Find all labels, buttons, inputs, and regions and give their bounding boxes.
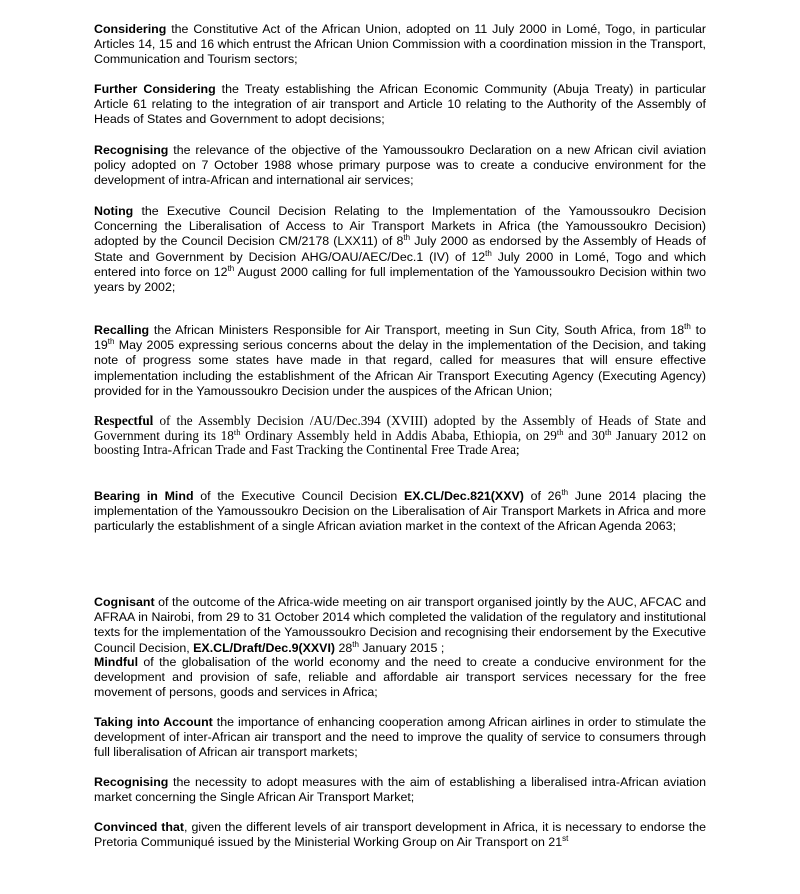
paragraph-lead: Recalling bbox=[94, 323, 150, 337]
paragraph-respectful bbox=[94, 414, 706, 458]
paragraph-further-considering bbox=[94, 82, 706, 128]
paragraph-text: January 2012 on boosting Intra-African Trade and Fast Tracking the Continental Free Trade Area; bbox=[94, 427, 707, 458]
paragraph-lead: Cognisant bbox=[94, 595, 155, 609]
decision-reference: EX.CL/Draft/Dec.9(XXVI) bbox=[193, 640, 336, 655]
ordinal-suffix: th bbox=[403, 233, 411, 243]
paragraph-cognisant bbox=[94, 595, 706, 656]
paragraph-text: the African Ministers Responsible for Air Transport, meeting in Sun City, South Africa, from 18 bbox=[149, 323, 685, 337]
ordinal-suffix: th bbox=[561, 488, 569, 497]
ordinal-suffix: th bbox=[233, 426, 241, 437]
paragraph-text: the Constitutive Act of the African Union, adopted on 11 July 2000 in Lomé, Togo, in particular Articles 14, 15 and 16 which entrust the African Union Commission with a coordination mission in the Transport, Communication and Tourism sectors; bbox=[94, 22, 706, 67]
paragraph-text: the Treaty establishing the African Economic Community (Abuja Treaty) in particular Article 61 relating to the integration of air transport and Article 10 relating to the Authority of the Assembly of Heads of States and Government to adopt decisions; bbox=[94, 82, 707, 127]
paragraph-text: January 2015 ; bbox=[358, 640, 445, 655]
paragraph-text: June 2014 placing the implementation of the Yamoussoukro Decision on the Liberalisation of Air Transport Markets in Africa and more particularly the establishment of a single African aviation market in the context of the African Agenda 2063; bbox=[94, 489, 706, 534]
paragraph-considering bbox=[94, 22, 706, 68]
paragraph-text: July 2000 as endorsed by the Assembly of Heads of State and Government by Decision AHG/OAU/AEC/Dec.1 (IV) of 12 bbox=[94, 234, 706, 264]
ordinal-suffix: th bbox=[604, 426, 612, 437]
paragraph-bearing-in-mind bbox=[94, 489, 706, 535]
paragraph-text: , given the different levels of air transport development in Africa, it is necessary to endorse the Pretoria Communiqué issued by the Ministerial Working Group on Air Transport on 21 bbox=[94, 820, 706, 850]
ordinal-suffix: th bbox=[352, 639, 359, 649]
paragraph-text: the relevance of the objective of the Yamoussoukro Declaration on a new African civil aviation policy adopted on 7 October 1988 whose primary purpose was to create a conducive environment for the development of intra-African and international air services; bbox=[94, 143, 706, 188]
paragraph-convinced-that bbox=[94, 820, 706, 850]
paragraph-text: of 26 bbox=[523, 489, 562, 503]
paragraph-text: 28 bbox=[335, 640, 353, 655]
paragraph-text: August 2000 calling for full implementation of the Yamoussoukro Decision within two years by 2002; bbox=[94, 264, 706, 295]
paragraph-lead: Noting bbox=[94, 204, 134, 218]
paragraph-lead: Respectful bbox=[94, 413, 154, 428]
paragraph-text: and 30 bbox=[563, 427, 605, 443]
paragraph-lead: Taking into Account bbox=[94, 715, 213, 729]
ordinal-suffix: th bbox=[485, 248, 492, 258]
paragraph-recognising bbox=[94, 143, 706, 189]
paragraph-lead: Further Considering bbox=[94, 82, 216, 96]
paragraph-text: to 19 bbox=[94, 323, 706, 353]
paragraph-text: of the globalisation of the world economy and the need to create a conducive environment for the development and provision of safe, reliable and affordable air transport services necessary for the free movement of persons, goods and services in Africa; bbox=[94, 655, 706, 700]
paragraph-lead: Mindful bbox=[94, 655, 139, 669]
ordinal-suffix: th bbox=[684, 322, 691, 331]
paragraph-mindful bbox=[94, 655, 706, 701]
decision-reference: EX.CL/Dec.821(XXV) bbox=[404, 489, 524, 503]
paragraph-recognising-necessity bbox=[94, 775, 706, 805]
paragraph-noting bbox=[94, 204, 706, 295]
paragraph-lead: Recognising bbox=[94, 143, 169, 157]
paragraph-text: the necessity to adopt measures with the aim of establishing a liberalised intra-African aviation market concerning the Single African Air Transport Market; bbox=[94, 775, 706, 805]
paragraph-text: the Executive Council Decision Relating to the Implementation of the Yamoussoukro Decision Concerning the Liberalisation of Access to Air Transport Markets in Africa (the Yamoussoukro Decision) adopted by the Council Decision CM/2178 (LXX11) of 8 bbox=[94, 204, 706, 249]
paragraph-lead: Bearing in Mind bbox=[94, 489, 194, 503]
paragraph-recalling bbox=[94, 323, 706, 399]
ordinal-suffix: th bbox=[227, 263, 235, 273]
ordinal-suffix: st bbox=[562, 834, 569, 844]
paragraph-text: the importance of enhancing cooperation among African airlines in order to stimulate the development of inter-African air transport and the need to improve the quality of service to consumers through full liberalisation of African air transport markets; bbox=[94, 715, 706, 760]
paragraph-text: of the outcome of the Africa-wide meeting on air transport organised jointly by the AUC, AFCAC and AFRAA in Nairobi, from 29 to 31 October 2014 which completed the validation of the regulatory and institutional texts for the implementation of the Yamoussoukro Decision and recognising their endorsement by the Executive Council Decision, bbox=[94, 595, 706, 655]
paragraph-text: Ordinary Assembly held in Addis Ababa, Ethiopia, on 29 bbox=[240, 427, 557, 443]
paragraph-text: July 2000 in Lomé, Togo and which entered into force on 12 bbox=[94, 249, 706, 279]
paragraph-lead: Convinced that bbox=[94, 820, 185, 834]
paragraph-lead: Considering bbox=[94, 22, 167, 36]
ordinal-suffix: th bbox=[556, 426, 564, 437]
paragraph-text: of the Executive Council Decision bbox=[193, 489, 405, 503]
paragraph-text: May 2005 expressing serious concerns about the delay in the implementation of the Decision, and taking note of progress some states have made in that regard, called for measures that will ensure effective implementation including the establishment of the African Air Transport Executing Agency (Executing Agency) provided for in the Yamoussoukro Decision under the auspices of the African Union; bbox=[94, 338, 706, 398]
paragraph-taking-into-account bbox=[94, 715, 706, 761]
paragraph-text: of the Assembly Decision /AU/Dec.394 (XVIII) adopted by the Assembly of Heads of State and Government during its 18 bbox=[94, 413, 706, 443]
ordinal-suffix: th bbox=[107, 337, 115, 347]
paragraph-lead: Recognising bbox=[94, 775, 169, 789]
